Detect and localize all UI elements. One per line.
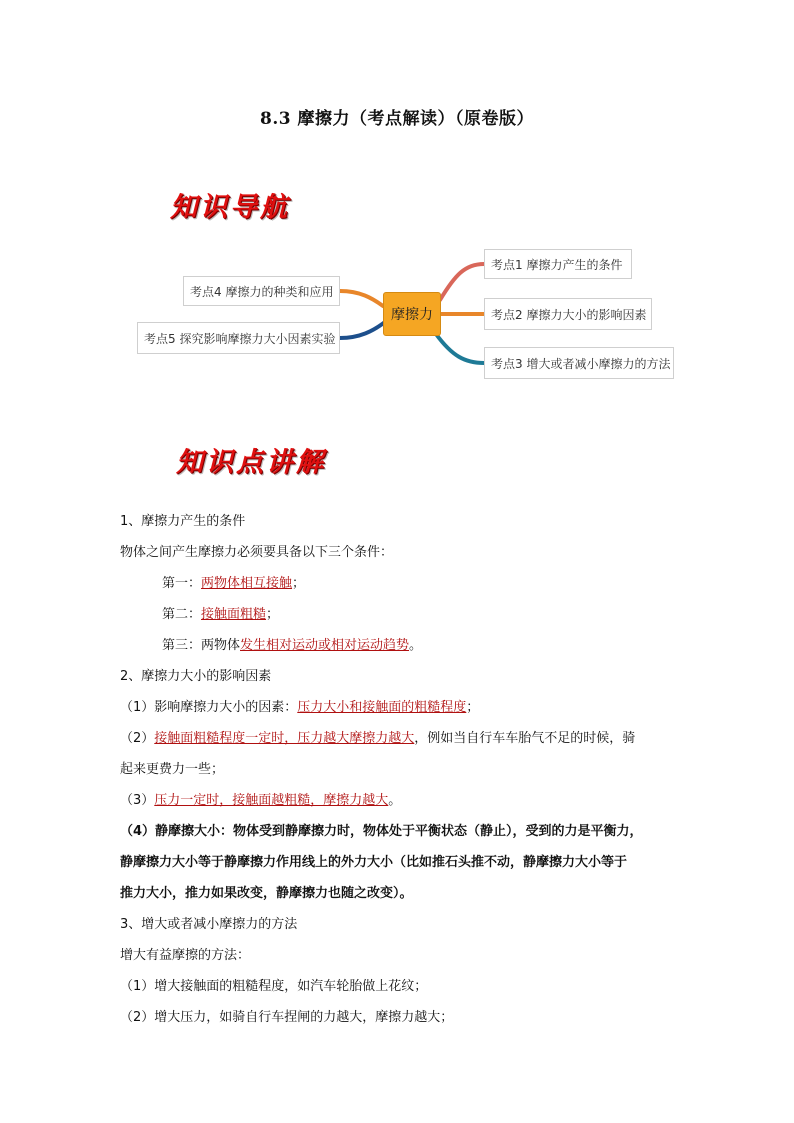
factor-2-continued: 起来更费力一些；	[120, 762, 225, 777]
page-title: 8.3 摩擦力（考点解读）（原卷版）	[260, 109, 534, 129]
mind-map	[0, 0, 794, 420]
mind-map-center: 摩擦力	[383, 292, 441, 336]
method-2: （2）增大压力，如骑自行车捏闸的力越大，摩擦力越大；	[120, 1010, 454, 1025]
factor-1	[120, 692, 680, 723]
mind-map-node-2: 考点2 摩擦力大小的影响因素	[484, 298, 652, 330]
mind-map-node-3: 考点3 增大或者减小摩擦力的方法	[484, 347, 674, 379]
factor-3-key: 压力一定时，接触面越粗糙，摩擦力越大	[154, 793, 389, 808]
connector-node-4	[340, 291, 383, 306]
condition-3-end: 。	[409, 638, 423, 653]
knowledge-navigation-banner: 知识导航	[170, 192, 290, 223]
section-3-heading: 3、增大或者减小摩擦力的方法	[120, 917, 298, 932]
factor-2-prefix: （2）	[120, 731, 155, 746]
factor-2-key: 接触面粗糙程度一定时，压力越大摩擦力越大	[154, 731, 415, 746]
mind-map-node-4: 考点4 摩擦力的种类和应用	[183, 276, 340, 306]
factor-1-key: 压力大小和接触面的粗糙程度	[297, 700, 467, 715]
factor-3	[120, 785, 680, 816]
factor-2-rest: ，例如当自行车车胎气不足的时候，骑	[414, 731, 636, 746]
method-1: （1）增大接触面的粗糙程度，如汽车轮胎做上花纹；	[120, 979, 428, 994]
condition-1-end: ；	[292, 576, 306, 591]
section-2-heading: 2、摩擦力大小的影响因素	[120, 669, 272, 684]
condition-3-key: 发生相对运动或相对运动趋势	[240, 638, 410, 653]
factor-4-line-3: 推力大小，推力如果改变，静摩擦力也随之改变）。	[120, 886, 413, 901]
section-3-intro: 增大有益摩擦的方法：	[120, 948, 251, 963]
factor-3-prefix: （3）	[120, 793, 155, 808]
connector-node-1	[440, 264, 484, 300]
factor-1-prefix: （1）影响摩擦力大小的因素：	[120, 700, 298, 715]
condition-1-prefix: 第一：	[162, 576, 202, 591]
condition-2-prefix: 第二：	[162, 607, 202, 622]
condition-2-key: 接触面粗糙	[201, 607, 267, 622]
main-content	[120, 506, 680, 1033]
factor-4-line-2: 静摩擦力大小等于静摩擦力作用线上的外力大小（比如推石头推不动，静摩擦力大小等于	[120, 855, 628, 870]
mind-map-node-1: 考点1 摩擦力产生的条件	[484, 249, 632, 279]
section-1-heading: 1、摩擦力产生的条件	[120, 514, 246, 529]
connector-node-5	[340, 322, 385, 338]
condition-2	[120, 599, 680, 630]
condition-3-prefix: 第三：两物体	[162, 638, 241, 653]
connector-node-3	[436, 334, 484, 363]
knowledge-explanation-banner: 知识点讲解	[176, 447, 326, 478]
factor-2	[120, 723, 680, 754]
factor-4-line-1: （4）静摩擦大小：物体受到静摩擦力时，物体处于平衡状态（静止），受到的力是平衡力，	[120, 824, 643, 839]
section-1-intro: 物体之间产生摩擦力必须要具备以下三个条件：	[120, 545, 394, 560]
condition-1	[120, 568, 680, 599]
condition-3	[120, 630, 680, 661]
factor-3-end: 。	[388, 793, 402, 808]
mind-map-connectors	[0, 0, 794, 420]
mind-map-node-5: 考点5 探究影响摩擦力大小因素实验	[137, 322, 340, 354]
condition-1-key: 两物体相互接触	[201, 576, 293, 591]
factor-1-end: ；	[466, 700, 480, 715]
condition-2-end: ；	[266, 607, 280, 622]
